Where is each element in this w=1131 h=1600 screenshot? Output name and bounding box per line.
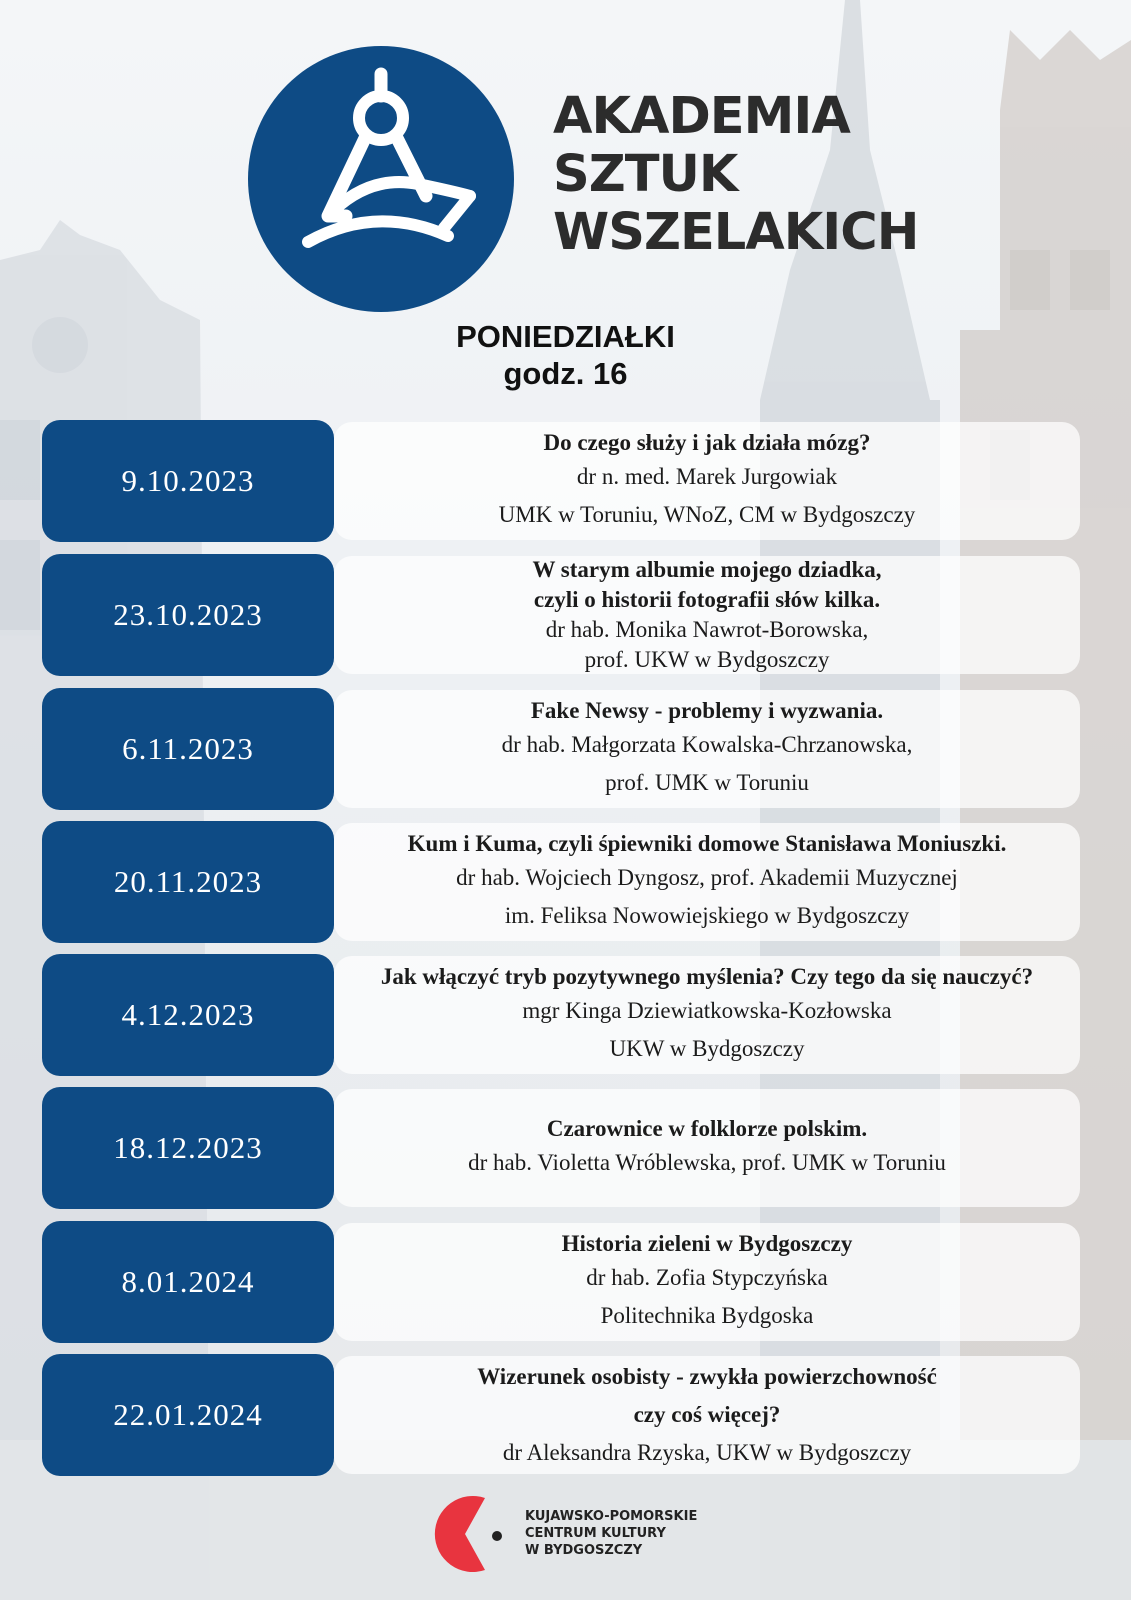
event-title: Fake Newsy - problemy i wyzwania. [530, 698, 884, 723]
event-speaker: dr hab. Zofia Stypczyńska [586, 1265, 828, 1290]
event-info [334, 1089, 1080, 1207]
event-speaker: mgr Kinga Dziewiatkowska-Kozłowska [522, 998, 892, 1023]
event-date: 20.11.2023 [42, 821, 334, 943]
kpck-logo-icon [425, 1494, 515, 1574]
event-title: Historia zieleni w Bydgoszczy [561, 1231, 853, 1256]
event-affiliation: prof. UKW w Bydgoszczy [584, 647, 830, 672]
event-title: Czarownice w folklorze polskim. [546, 1116, 868, 1141]
event-title: czyli o historii fotografii słów kilka. [533, 587, 881, 612]
event-title: W starym albumie mojego dziadka, [532, 557, 882, 582]
event-speaker: dr hab. Małgorzata Kowalska-Chrzanowska, [501, 732, 913, 757]
event-date: 8.01.2024 [42, 1221, 334, 1343]
event-title: czy coś więcej? [633, 1402, 781, 1427]
event-speaker: dr hab. Wojciech Dyngosz, prof. Akademii Muzycznej [456, 865, 958, 890]
event-info [334, 422, 1080, 540]
event-title: Do czego służy i jak działa mózg? [543, 430, 871, 455]
schedule-day: PONIEDZIAŁKI [456, 319, 675, 354]
event-title: Wizerunek osobisty - zwykła powierzchowność [477, 1364, 937, 1389]
event-speaker: dr hab. Monika Nawrot-Borowska, [545, 617, 869, 642]
event-affiliation: im. Feliksa Nowowiejskiego w Bydgoszczy [504, 903, 910, 928]
footer-wordmark [525, 1508, 697, 1559]
event-row [42, 954, 1078, 1076]
logo-line: AKADEMIA [553, 87, 850, 146]
event-info [334, 690, 1080, 808]
event-info [334, 956, 1080, 1074]
schedule-time: godz. 16 [503, 356, 628, 391]
event-affiliation: UMK w Toruniu, WNoZ, CM w Bydgoszczy [498, 502, 916, 527]
footer-line: W BYDGOSZCZY [525, 1543, 643, 1558]
event-info [334, 1223, 1080, 1341]
schedule-heading [0, 318, 1131, 392]
event-info [334, 823, 1080, 941]
event-speaker: dr n. med. Marek Jurgowiak [576, 464, 838, 489]
event-row [42, 688, 1078, 810]
event-affiliation: UKW w Bydgoszczy [609, 1036, 805, 1061]
logo-wordmark [553, 88, 918, 262]
footer-line: KUJAWSKO-POMORSKIE [525, 1509, 698, 1524]
event-row [42, 1221, 1078, 1343]
event-date: 18.12.2023 [42, 1087, 334, 1209]
event-affiliation: Politechnika Bydgoska [600, 1303, 814, 1328]
compass-icon [248, 46, 514, 312]
logo-line: WSZELAKICH [553, 203, 919, 262]
event-date: 6.11.2023 [42, 688, 334, 810]
event-row [42, 1087, 1078, 1209]
event-title: Jak włączyć tryb pozytywnego myślenia? Czy tego da się nauczyć? [380, 964, 1034, 989]
event-date: 23.10.2023 [42, 554, 334, 676]
event-row [42, 420, 1078, 542]
event-affiliation: prof. UMK w Toruniu [605, 770, 809, 795]
event-speaker: dr hab. Violetta Wróblewska, prof. UMK w Toruniu [468, 1150, 946, 1175]
event-speaker: dr Aleksandra Rzyska, UKW w Bydgoszczy [502, 1440, 912, 1465]
logo-line: SZTUK [553, 145, 738, 204]
event-date: 22.01.2024 [42, 1354, 334, 1476]
event-row [42, 554, 1078, 676]
footer-line: CENTRUM KULTURY [525, 1526, 666, 1541]
event-title: Kum i Kuma, czyli śpiewniki domowe Stanisława Moniuszki. [407, 831, 1007, 856]
event-date: 9.10.2023 [42, 420, 334, 542]
header [0, 0, 1131, 320]
logo-badge [248, 46, 514, 312]
event-row [42, 821, 1078, 943]
event-date: 4.12.2023 [42, 954, 334, 1076]
event-info [334, 1356, 1080, 1474]
footer-logo [425, 1494, 725, 1574]
event-info [334, 556, 1080, 674]
event-row [42, 1354, 1078, 1476]
